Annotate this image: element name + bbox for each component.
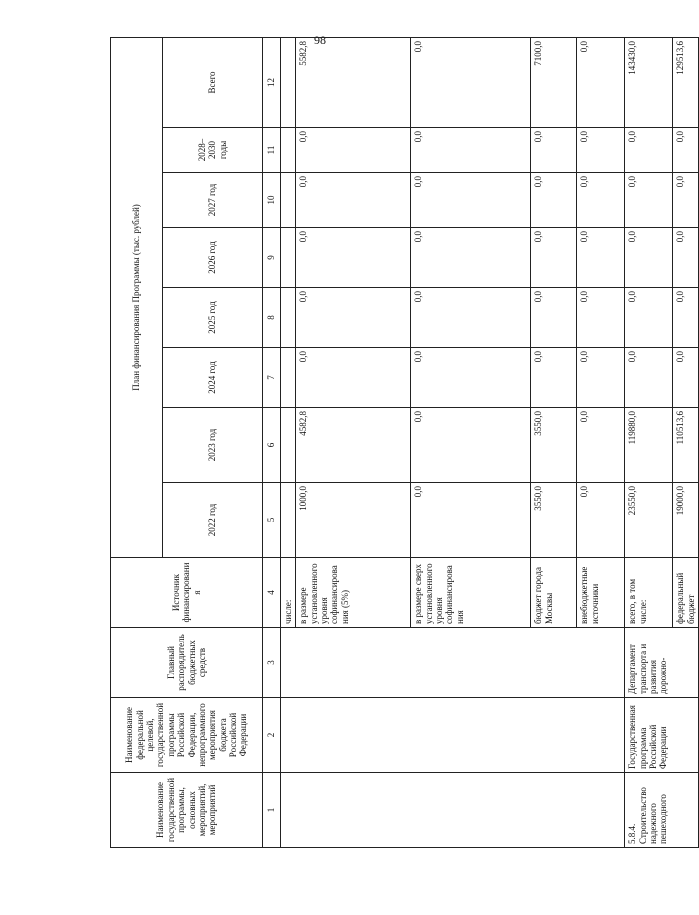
cell-value: 0,0	[673, 128, 699, 173]
cell-value: 1000,0	[296, 483, 411, 558]
cell-program-name	[281, 773, 625, 848]
cell-value: 3550,0	[531, 483, 577, 558]
cell-value: 0,0	[577, 37, 625, 127]
cell-value: 0,0	[296, 173, 411, 228]
financing-plan-table	[110, 37, 699, 848]
header-year-2022: 2022 год	[163, 483, 263, 558]
rotated-table-layer	[110, 40, 696, 848]
cell-value: 5582,8	[296, 37, 411, 127]
cell-value: 0,0	[577, 128, 625, 173]
header-year-2024: 2024 год	[163, 348, 263, 408]
cell-value: 3550,0	[531, 408, 577, 483]
cell-value: 0,0	[673, 288, 699, 348]
cell-value: 0,0	[531, 228, 577, 288]
cell-value	[281, 408, 296, 483]
cell-value: 0,0	[577, 348, 625, 408]
cell-value: 0,0	[625, 288, 673, 348]
cell-value	[281, 348, 296, 408]
column-index: 1	[263, 773, 281, 848]
page-number: 98	[314, 33, 326, 47]
column-index: 2	[263, 698, 281, 773]
cell-value: 0,0	[296, 348, 411, 408]
cell-value: 0,0	[296, 128, 411, 173]
cell-value	[281, 228, 296, 288]
cell-budget-manager: Департамент транспорта и развития дорожно-	[625, 628, 699, 698]
column-index: 7	[263, 348, 281, 408]
cell-funding-source: всего, в том числе:	[625, 558, 673, 628]
cell-value: 0,0	[411, 37, 531, 127]
cell-funding-source: бюджет города Москвы	[531, 558, 577, 628]
table-row	[625, 37, 673, 847]
column-index: 10	[263, 173, 281, 228]
cell-value: 0,0	[577, 408, 625, 483]
column-index: 11	[263, 128, 281, 173]
column-index: 12	[263, 37, 281, 127]
header-year-2027: 2027 год	[163, 173, 263, 228]
cell-value	[281, 173, 296, 228]
cell-value: 0,0	[577, 228, 625, 288]
cell-value: 0,0	[411, 348, 531, 408]
header-year-2025: 2025 год	[163, 288, 263, 348]
financing-table-container	[110, 40, 696, 848]
header-budget-manager: Главный распорядитель бюджетных средств	[111, 628, 263, 698]
cell-federal-program	[281, 698, 625, 773]
cell-value: 129513,6	[673, 37, 699, 127]
column-index: 9	[263, 228, 281, 288]
header-funding-source: Источник финансирования	[111, 558, 263, 628]
cell-value: 23550,0	[625, 483, 673, 558]
cell-value: 0,0	[673, 348, 699, 408]
cell-value: 110513,6	[673, 408, 699, 483]
cell-value: 0,0	[577, 173, 625, 228]
header-year-2026: 2026 год	[163, 228, 263, 288]
cell-value: 0,0	[411, 408, 531, 483]
cell-value	[281, 288, 296, 348]
cell-value: 0,0	[625, 348, 673, 408]
column-index: 8	[263, 288, 281, 348]
cell-value: 0,0	[411, 483, 531, 558]
cell-value: 0,0	[411, 288, 531, 348]
cell-value: 0,0	[531, 173, 577, 228]
column-index: 6	[263, 408, 281, 483]
cell-value: 0,0	[625, 228, 673, 288]
cell-value: 0,0	[531, 128, 577, 173]
header-federal-program: Наименование федеральной целевой, государственной программы Российской Федерации, непрограммного мероприятия бюджета Российской Федерации	[111, 698, 263, 773]
cell-funding-source: в размере сверх установленного уровня софинансирования	[411, 558, 531, 628]
column-index: 3	[263, 628, 281, 698]
cell-value: 0,0	[577, 483, 625, 558]
header-financing-plan: План финансирования Программы (тыс. рублей)	[111, 37, 163, 557]
cell-budget-manager	[281, 628, 625, 698]
header-year-2023: 2023 год	[163, 408, 263, 483]
cell-value: 0,0	[673, 228, 699, 288]
cell-value: 0,0	[531, 288, 577, 348]
cell-funding-source: федеральный бюджет	[673, 558, 699, 628]
cell-value: 19000,0	[673, 483, 699, 558]
cell-value: 0,0	[411, 173, 531, 228]
header-total: Всего	[163, 37, 263, 127]
cell-value: 0,0	[411, 128, 531, 173]
header-years-2028-2030: 2028–2030 годы	[163, 128, 263, 173]
cell-value: 0,0	[625, 173, 673, 228]
cell-value: 143430,0	[625, 37, 673, 127]
cell-value: 0,0	[673, 173, 699, 228]
cell-value: 0,0	[625, 128, 673, 173]
cell-funding-source: в размере установленного уровня софинансирования (5%)	[296, 558, 411, 628]
cell-program-name: 5.8.4. Строительство надежного пешеходного	[625, 773, 699, 848]
cell-value: 0,0	[577, 288, 625, 348]
header-program-name: Наименование государственной программы, основных мероприятий, мероприятий	[111, 773, 263, 848]
cell-value: 7100,0	[531, 37, 577, 127]
cell-funding-source: числе:	[281, 558, 296, 628]
cell-value	[281, 128, 296, 173]
cell-value: 0,0	[296, 288, 411, 348]
table-row	[281, 37, 296, 847]
cell-value: 0,0	[296, 228, 411, 288]
cell-value: 4582,8	[296, 408, 411, 483]
cell-value	[281, 37, 296, 127]
cell-value: 0,0	[411, 228, 531, 288]
cell-value: 0,0	[531, 348, 577, 408]
cell-value: 119880,0	[625, 408, 673, 483]
cell-federal-program: Государственная программа Российской Федерации	[625, 698, 699, 773]
column-index: 4	[263, 558, 281, 628]
cell-value	[281, 483, 296, 558]
cell-funding-source: внебюджетные источники	[577, 558, 625, 628]
column-index: 5	[263, 483, 281, 558]
